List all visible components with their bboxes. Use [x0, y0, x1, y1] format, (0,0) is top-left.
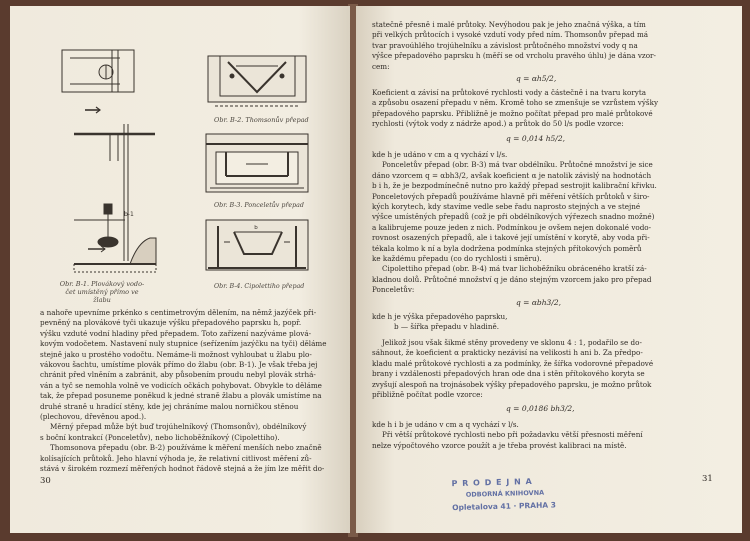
stamp-line-3: Opletalova 41 · PRAHA 3	[452, 500, 557, 513]
text-line: a způsobu osazení přepadu v něm. Kromě toho se zmenšuje se vzrůstem výšky	[372, 98, 659, 108]
text-line: Při větší průtokové rychlosti nebo při požadavku větší přesnosti měření	[382, 430, 643, 440]
text-line: kolísajících průtoků. Jeho hlavní výhoda je, že relativní citlivost měření zů-	[40, 453, 312, 463]
right-text-block-1	[372, 20, 712, 72]
text-line: druhé straně u hradící stěny, kde jej chráníme malou norničkou stěnou	[40, 401, 299, 411]
caption-b4: Obr. B-4. Cipolettiho přepad	[214, 283, 305, 290]
figure-b4-label: b	[254, 225, 258, 231]
caption-b3: Obr. B-3. Ponceletův přepad	[214, 202, 304, 209]
text-line: s boční kontrakcí (Ponceletův), nebo lichoběžníkový (Cipolettiho).	[40, 432, 280, 442]
page-number-left: 30	[40, 476, 51, 486]
text-line: pevněný na plovákové tyči ukazuje výšku přepadového paprsku h, popř.	[40, 318, 302, 328]
figure-b1-top-frame	[62, 50, 134, 92]
text-line: a nahoře upevníme prkénko s centimetrovým dělením, na němž jazýček při-	[40, 308, 317, 317]
left-page	[10, 6, 350, 533]
text-line: brany i vzdálenosti přepadových hran ode dna i stěn přítokového koryta se	[372, 369, 645, 379]
caption-b1	[52, 280, 152, 304]
caption-b1-line: Obr. B-1. Plovákový vodo-	[59, 280, 145, 288]
text-line: kovým vodočetem. Nastavení nuly stupnice (seřízením jazýčku na tyči) děláme	[40, 339, 327, 349]
equation-3: q = αbh3/2,	[516, 298, 562, 307]
text-line: Měrný přepad může být buď trojúhelníkový (Thomsonův), obdélníkový	[50, 422, 307, 432]
text-line: Ponceletových přepadů používáme hlavně při měření větších průtoků v širo-	[372, 191, 650, 201]
text-line: kladu malé průtokové rychlosti a za podmínky, že šířka vodorovné přepadové	[372, 358, 654, 368]
figures-area	[10, 6, 350, 326]
text-line: rovnost osazených přepadů, ale i takové její umístění v korytě, aby voda při-	[372, 233, 650, 243]
text-line: přepadového paprsku. Přibližně je možno počítat přepad pro malé průtokové	[372, 108, 653, 118]
equation-2: q = 0,014 h5/2,	[506, 134, 565, 143]
text-line: tékala kolmo k ní a byla dodržena podmínka stejných přítokových poměrů	[372, 243, 642, 253]
text-line: výšku vzduté vodní hladiny před přepadem. Toto zařízení nazýváme plová-	[40, 328, 312, 338]
caption-b1-line: žlabu	[93, 296, 111, 304]
right-page	[356, 6, 742, 533]
figure-b3	[206, 134, 308, 192]
right-defs	[372, 312, 712, 333]
figure-b1-label: b-1	[124, 211, 134, 218]
text-line: a kalibrujeme pouze jeden z nich. Podmínkou je ovšem nejen dokonalé vodo-	[372, 222, 652, 232]
text-line: dáno vzorcem q = αbh3/2, avšak koeficient α je natolik závislý na hodnotách	[372, 170, 652, 180]
equation-1: q = αh5/2,	[516, 74, 557, 83]
text-line: b — šířka přepadu v hladině.	[394, 322, 500, 332]
text-line: Jelikož jsou však šikmé stěny provedeny ve sklonu 4 : 1, podařilo se do-	[382, 338, 642, 347]
text-line: kých korytech, kdy stavíme vedle sebe řadu naprosto stejných a ve stejné	[372, 202, 641, 212]
right-text-block-3	[372, 150, 712, 296]
page-number-right: 31	[702, 474, 713, 484]
text-line: vákovou šachtu, umístíme plovák přímo do žlabu (obr. B-1). Je však třeba jej	[40, 360, 318, 370]
stamp-line-2: ODBORNÁ KNIHOVNA	[465, 488, 545, 499]
text-line: statečně přesně i malé průtoky. Nevýhodou pak je jeho značná výška, a tím	[372, 20, 646, 29]
right-text-block-4	[372, 338, 712, 400]
text-line: zvyšují alespoň na trojnásobek výšky přepadového paprsku, je možno průtok	[372, 379, 652, 389]
caption-b1-line: čet umístěný přímo ve	[65, 288, 139, 296]
text-line: (plechovou, dřevěnou apod.).	[40, 412, 147, 422]
text-line: při velkých průtocích i vysoké vzdutí vody před ním. Thomsonův přepad má	[372, 30, 649, 40]
text-line: Thomsonova přepadu (obr. B-2) používáme k měření menších nebo značně	[50, 443, 322, 453]
library-stamp	[451, 475, 612, 527]
text-line: stává v širokém rozmezí měřených hodnot řádově stejná a že jím lze měřit do-	[40, 464, 325, 474]
stamp-line-1: P R O D E J N A	[451, 476, 533, 489]
caption-b2: Obr. B-2. Thomsonův přepad	[214, 116, 309, 124]
text-line: tak, že přepad posuneme poněkud k jedné straně žlabu a plovák umístíme na	[40, 391, 322, 401]
text-line: b i h, že je bezpodmínečně nutno pro každý přepad sestrojit kalibrační křivku.	[372, 181, 657, 191]
text-line: chránit před vlněním a zabránit, aby působením proudu nebyl plovák strhá-	[40, 370, 316, 380]
text-line: sáhnout, že koeficient α prakticky nezávisí na velikosti h ani b. Za předpo-	[372, 348, 643, 358]
text-line: Ponceletův:	[372, 285, 415, 295]
text-line: Koeficient α závisí na průtokové rychlosti vody a částečně i na tvaru koryta	[372, 88, 647, 97]
text-line: výšce přepadového paprsku h (měří se od vrcholu pravého úhlu) je dána vzor-	[372, 51, 656, 61]
text-line: kde h je udáno v cm a q vychází v l/s.	[372, 150, 508, 159]
text-line: nelze výpočtového vzorce použít a je třeba provést kalibraci na místě.	[372, 440, 627, 450]
figure-b2	[208, 56, 306, 106]
right-text-block-5	[372, 420, 712, 451]
text-line: Ponceletův přepad (obr. B-3) má tvar obdélníku. Průtočné množství je sice	[382, 160, 653, 170]
text-line: ván a tyč se nemohla volně ve vodicích očkách pohybovat. Obvykle to děláme	[40, 380, 322, 390]
figure-b1	[62, 50, 156, 272]
equation-4: q = 0,0186 bh3/2,	[506, 404, 575, 413]
text-line: kladnou dolů. Průtočné množství q je dáno stejným vzorcem jako pro přepad	[372, 274, 652, 284]
text-line: výšce umístěných přepadů (což je při obdélníkových výřezech snadno možné)	[372, 212, 655, 222]
text-line: tvar pravoúhlého trojúhelníku a závislost průtočného množství vody q na	[372, 40, 638, 50]
text-line: cem:	[372, 61, 390, 71]
text-line: ke každému přepadu (co do rychlosti i směru).	[372, 254, 542, 264]
text-line: rychlosti (výtok vody z nádrže apod.) a průtok do 50 l/s podle vzorce:	[372, 119, 624, 129]
text-line: kde h je výška přepadového paprsku,	[372, 312, 508, 321]
text-line: Cipolettiho přepad (obr. B-4) má tvar lichoběžníku obráceného kratší zá-	[382, 264, 647, 274]
text-line: přibližně počítat podle vzorce:	[372, 390, 483, 400]
left-body-text	[40, 308, 336, 475]
text-line: stejně jako u prostého vodočtu. Nemáme-li možnost vyhloubat u žlabu plo-	[40, 349, 312, 359]
right-text-block-2	[372, 88, 712, 130]
text-line: kde h i b je udáno v cm a q vychází v l/s.	[372, 420, 519, 429]
